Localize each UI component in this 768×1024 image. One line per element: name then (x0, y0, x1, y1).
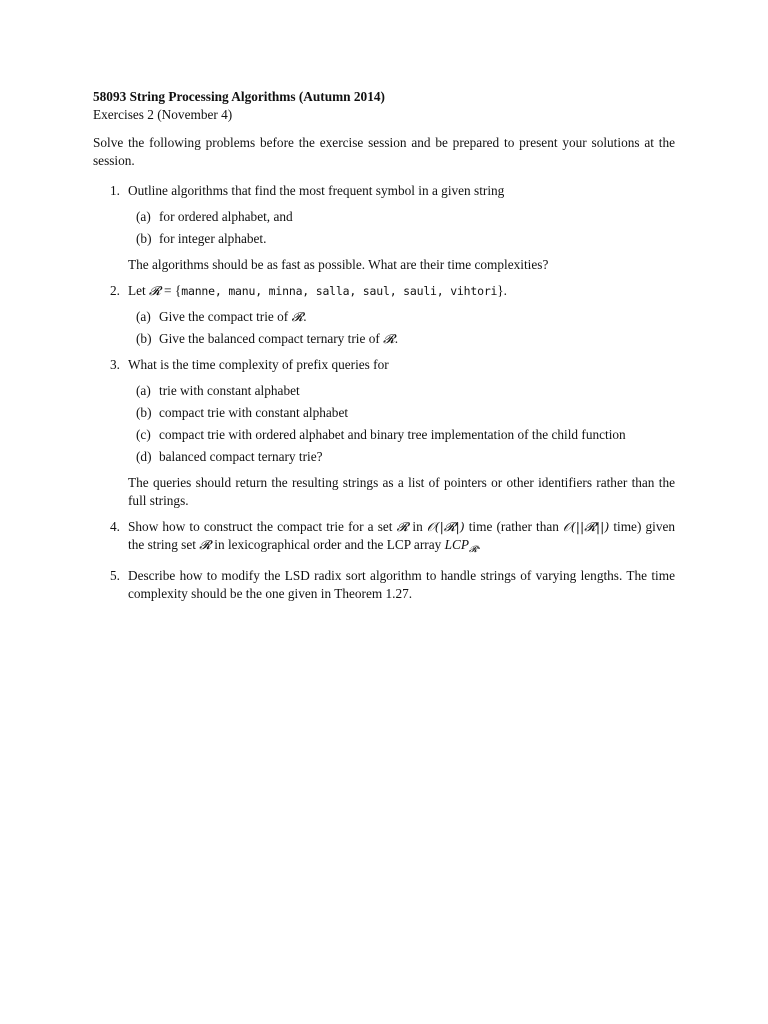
subitem-end: . (394, 331, 399, 346)
problem-number: 4. (110, 519, 120, 534)
subitem-3d (128, 448, 675, 466)
complexity-total: 𝒪(||𝓡||) (563, 519, 610, 534)
subitem-text: Give the balanced compact ternary trie of (159, 331, 380, 346)
problem-5 (93, 567, 675, 603)
subitem-3b (128, 404, 675, 422)
set-members: manne, manu, minna, salla, saul, sauli, vihtori (181, 284, 498, 298)
set-open: = { (160, 283, 182, 298)
set-symbol: 𝓡 (383, 331, 395, 346)
subitem-3c (128, 426, 675, 444)
subitem-list (128, 382, 675, 466)
subitem-end: . (303, 309, 307, 324)
problem-text-part3: time (rather than (468, 519, 559, 534)
subitem-label: (b) (136, 405, 152, 420)
lcp-subscript: 𝓡 (468, 545, 478, 555)
set-close: }. (497, 283, 507, 298)
problem-4 (93, 518, 675, 559)
subitem-text: for ordered alphabet, and (159, 209, 293, 224)
problem-text-part2: in (412, 519, 423, 534)
subitem-text: compact trie with ordered alphabet and binary tree implementation of the child function (159, 427, 626, 442)
problem-3 (93, 356, 675, 510)
problem-text-end: . (477, 537, 481, 552)
problem-number: 2. (110, 283, 120, 298)
subitem-text: for integer alphabet. (159, 231, 267, 246)
problem-text: What is the time complexity of prefix queries for (128, 357, 389, 372)
intro-paragraph: Solve the following problems before the exercise session and be prepared to present your solutions at the session. (93, 135, 675, 168)
subitem-3a (128, 382, 675, 400)
subitem-text: balanced compact ternary trie? (159, 449, 323, 464)
subitem-label: (b) (136, 331, 152, 346)
problem-note: The queries should return the resulting strings as a list of pointers or other identifiers rather than the full strings. (128, 475, 675, 508)
problem-note: The algorithms should be as fast as possible. What are their time complexities? (128, 257, 549, 272)
subitem-2b (128, 330, 675, 348)
subitem-label: (a) (136, 209, 151, 224)
problem-number: 3. (110, 357, 120, 372)
subitem-text: compact trie with constant alphabet (159, 405, 349, 420)
subitem-1b (128, 230, 675, 248)
problem-text: Describe how to modify the LSD radix sort algorithm to handle strings of varying lengths. The time complexity should be the one given in Theorem 1.27. (128, 568, 675, 601)
subitem-list (128, 208, 675, 248)
subitem-text: trie with constant alphabet (159, 383, 300, 398)
problem-text-part4: time) given the string set (128, 519, 676, 552)
lcp-label: LCP (444, 537, 469, 552)
problem-text-part1: Show how to construct the compact trie for a set (128, 519, 393, 534)
subitem-2a (128, 308, 675, 326)
complexity-linear: 𝒪(|𝓡|) (426, 519, 465, 534)
subitem-label: (c) (136, 427, 151, 442)
problem-1 (93, 182, 675, 274)
subitem-label: (b) (136, 231, 152, 246)
problem-text: Let (128, 283, 146, 298)
set-symbol: 𝓡 (291, 309, 304, 324)
problem-text: Outline algorithms that find the most frequent symbol in a given string (128, 183, 505, 198)
problem-list (93, 182, 675, 603)
set-symbol: 𝓡 (199, 537, 211, 552)
problem-number: 1. (110, 183, 120, 198)
document-title: 58093 String Processing Algorithms (Autumn 2014) (93, 89, 385, 104)
subitem-label: (d) (136, 449, 152, 464)
set-symbol: 𝓡 (396, 519, 409, 534)
subitem-label: (a) (136, 309, 151, 324)
document-subtitle: Exercises 2 (November 4) (93, 107, 233, 122)
subitem-label: (a) (136, 383, 151, 398)
subitem-1a (128, 208, 675, 226)
problem-2 (93, 282, 675, 348)
problem-number: 5. (110, 568, 120, 583)
set-symbol: 𝓡 (149, 283, 161, 298)
exercise-sheet (93, 88, 675, 611)
subitem-list (128, 308, 675, 348)
problem-text-part5: in lexicographical order and the LCP array (214, 537, 442, 552)
subitem-text: Give the compact trie of (159, 309, 289, 324)
lcp-array (444, 537, 481, 555)
